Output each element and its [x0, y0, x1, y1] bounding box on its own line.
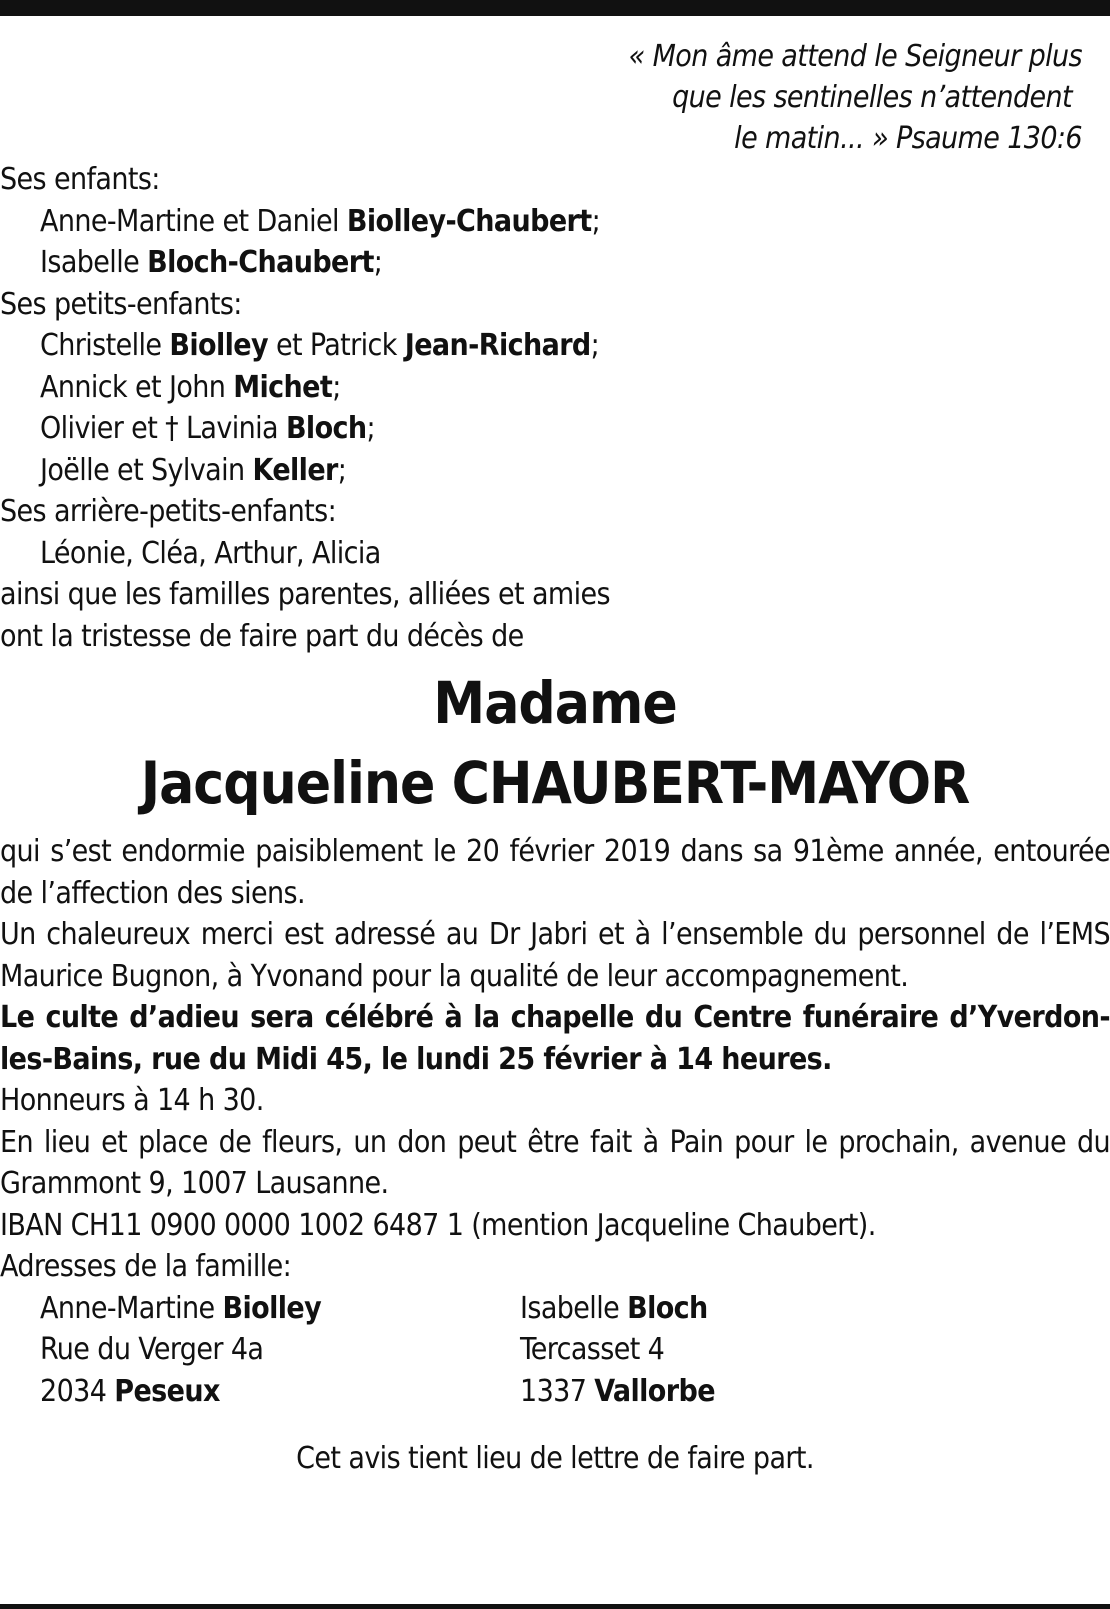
surname: Bloch-Chaubert — [147, 245, 374, 280]
family-member-line — [0, 325, 1110, 367]
separator: ; — [332, 369, 341, 405]
given-names: Christelle — [40, 328, 162, 363]
surname: Bloch — [627, 1290, 708, 1326]
address-street: Rue du Verger 4a — [40, 1332, 264, 1367]
announcement-line: ont la tristesse de faire part du décès de — [0, 618, 524, 654]
family-addresses — [0, 1288, 1110, 1413]
thanks-paragraph: Un chaleureux merci est adressé au Dr Jabri et à l’ensemble du personnel de l’EMS Maurice Bugnon, à Yvonand pour la qualité de leur accompagnement. — [0, 917, 1110, 994]
separator: ; — [591, 203, 601, 239]
given-names: Olivier et † Lavinia — [40, 411, 278, 446]
surname: Biolley-Chaubert — [346, 203, 592, 239]
given-names: Annick et John — [40, 369, 226, 405]
deceased-name: Jacqueline CHAUBERT-MAYOR — [140, 749, 970, 817]
address-city — [520, 1371, 1080, 1413]
surname: Biolley — [169, 328, 268, 363]
family-member-line — [0, 450, 1110, 492]
passing-paragraph: qui s’est endormie paisiblement le 20 février 2019 dans sa 91ème année, entourée de l’affection des siens. — [0, 834, 1110, 911]
given-names: Isabelle — [40, 245, 140, 280]
city: Peseux — [114, 1373, 220, 1409]
surname: Michet — [233, 369, 333, 405]
great-grandchildren-section — [0, 491, 1110, 574]
children-section — [0, 159, 1110, 284]
family-member-line — [0, 408, 1110, 450]
grandchildren-label: Ses petits-enfants: — [0, 286, 242, 322]
children-label: Ses enfants: — [0, 162, 160, 197]
given-names: Anne-Martine et Daniel — [40, 203, 339, 239]
address-name — [520, 1288, 1080, 1330]
separator: ; — [366, 411, 376, 446]
closing-note: Cet avis tient lieu de lettre de faire part. — [296, 1441, 814, 1476]
address-street: Tercasset 4 — [520, 1332, 665, 1367]
bottom-rule — [0, 1604, 1110, 1609]
iban-line: IBAN CH11 0900 0000 1002 6487 1 (mention Jacqueline Chaubert). — [0, 1207, 876, 1243]
surname: Biolley — [222, 1290, 322, 1326]
honours-line: Honneurs à 14 h 30. — [0, 1083, 264, 1118]
service-paragraph: Le culte d’adieu sera célébré à la chapelle du Centre funéraire d’Yverdon-les-Bains, rue du Midi 45, le lundi 25 février à 14 heures. — [0, 1000, 1110, 1077]
epigraph-line: que les sentinelles n’attendent — [672, 80, 1072, 115]
city: Vallorbe — [594, 1373, 715, 1409]
obituary-notice — [0, 36, 1110, 1480]
separator: ; — [590, 328, 600, 363]
surname: Keller — [252, 452, 338, 488]
addresses-label: Adresses de la famille: — [0, 1249, 292, 1284]
epigraph-quote — [0, 36, 1110, 159]
given-names: Joëlle et Sylvain — [40, 452, 245, 488]
given-names: Isabelle — [520, 1290, 620, 1326]
family-member-line — [0, 242, 1110, 284]
grandchildren-section — [0, 284, 1110, 492]
address-block — [0, 1288, 520, 1413]
postal-code: 1337 — [520, 1373, 587, 1409]
postal-code: 2034 — [40, 1373, 107, 1409]
given-names: et Patrick — [275, 328, 397, 363]
separator: ; — [337, 452, 347, 488]
family-member-line — [0, 201, 1110, 243]
separator: ; — [373, 245, 383, 280]
relatives-line: ainsi que les familles parentes, alliées et amies — [0, 577, 610, 612]
surname: Bloch — [285, 411, 367, 446]
great-grandchildren-label: Ses arrière-petits-enfants: — [0, 494, 337, 529]
epigraph-line: « Mon âme attend le Seigneur plus — [628, 39, 1082, 74]
address-name — [40, 1288, 520, 1330]
epigraph-line: le matin... » Psaume 130:6 — [734, 121, 1082, 156]
top-rule — [0, 0, 1110, 16]
surname: Jean-Richard — [404, 328, 591, 363]
deceased-title: Madame — [433, 669, 677, 737]
great-grandchildren-names: Léonie, Cléa, Arthur, Alicia — [40, 535, 381, 571]
given-names: Anne-Martine — [40, 1290, 215, 1326]
family-member-line — [0, 367, 1110, 409]
address-block — [520, 1288, 1080, 1413]
address-city — [40, 1371, 520, 1413]
donation-paragraph: En lieu et place de fleurs, un don peut être fait à Pain pour le prochain, avenue du Grammont 9, 1007 Lausanne. — [0, 1124, 1110, 1201]
